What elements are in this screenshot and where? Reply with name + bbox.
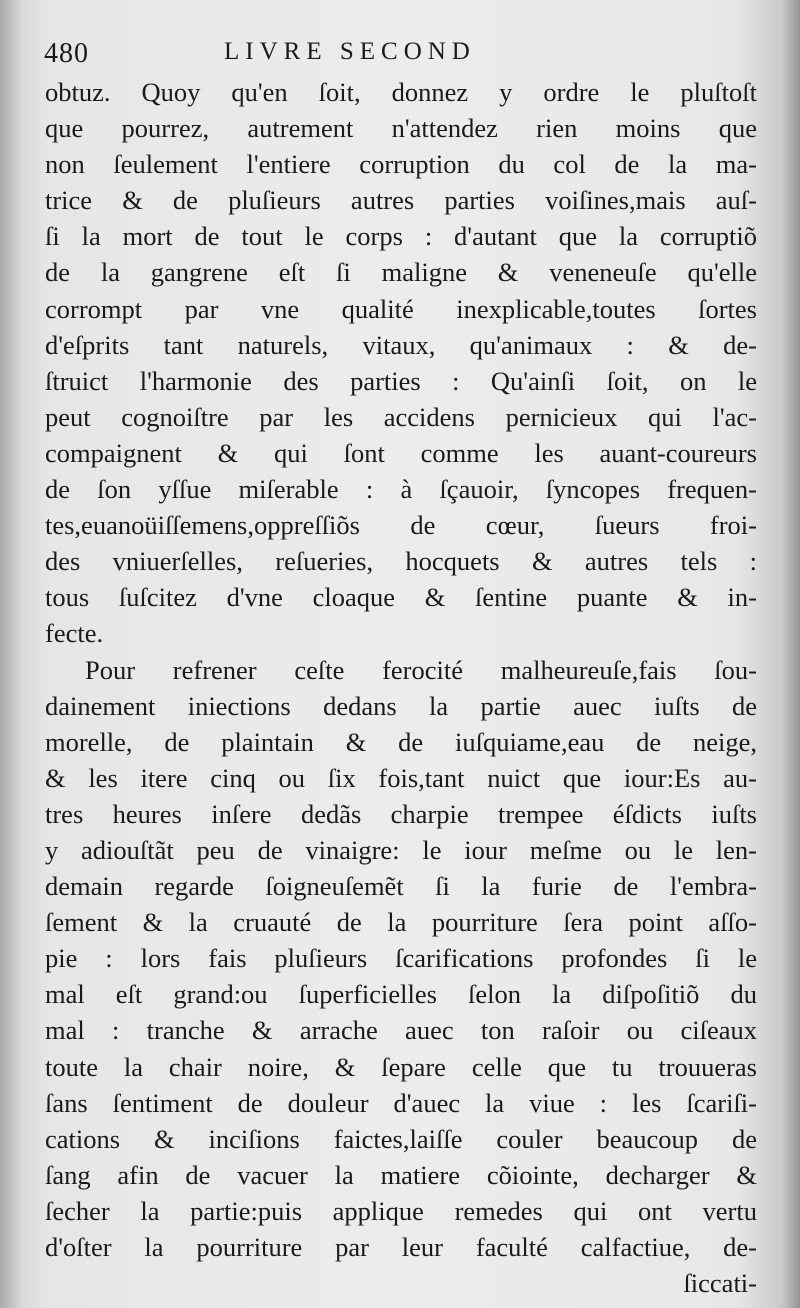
page-number: 480 — [44, 38, 89, 69]
text-line: que pourrez, autrement n'attendez rien moins que — [45, 113, 757, 144]
text-line: ſecher la partie:puis applique remedes qui ont vertu — [45, 1195, 757, 1226]
text-line: tes,euanoüiſſemens,oppreſſiõs de cœur, ſueurs froi- — [45, 510, 757, 541]
text-line: ſans ſentiment de douleur d'auec la viue : les ſcariſi- — [45, 1087, 757, 1118]
text-line: ſement & la cruauté de la pourriture ſera point aſſo- — [45, 907, 757, 938]
text-line: cations & inciſions faictes,laiſſe couler beaucoup de — [45, 1123, 757, 1154]
text-line: des vniuerſelles, reſueries, hocquets & autres tels : — [45, 546, 757, 577]
text-line: ſi la mort de tout le corps : d'autant que la corruptiõ — [45, 221, 757, 252]
paragraph-first-line: Pour refrener ceſte ferocité malheureuſe,fais ſou- — [85, 654, 757, 685]
text-line: morelle, de plaintain & de iuſquiame,eau de neige, — [45, 726, 757, 757]
text-line: demain regarde ſoigneuſemẽt ſi la furie de l'embra- — [45, 871, 757, 902]
text-line: & les itere cinq ou ſix fois,tant nuict que iour:Es au- — [45, 762, 757, 793]
text-line: de la gangrene eſt ſi maligne & veneneuſe qu'elle — [45, 257, 757, 288]
text-line: tous ſuſcitez d'vne cloaque & ſentine puante & in- — [45, 582, 757, 613]
text-line: d'eſprits tant naturels, vitaux, qu'animaux : & de- — [45, 329, 757, 360]
text-line: mal : tranche & arrache auec ton raſoir ou ciſeaux — [45, 1015, 757, 1046]
text-line: dainement iniections dedans la partie auec iuſts de — [45, 690, 757, 721]
text-line: compaignent & qui ſont comme les auant-coureurs — [45, 437, 757, 468]
text-line: fecte. — [45, 618, 104, 649]
edge-shadow — [782, 0, 800, 1308]
gutter-shadow — [0, 0, 22, 1308]
text-line: de ſon yſſue miſerable : à ſçauoir, ſyncopes frequen- — [45, 474, 757, 505]
text-line: non ſeulement l'entiere corruption du col de la ma- — [45, 149, 757, 180]
text-line: pie : lors fais pluſieurs ſcarifications profondes ſi le — [45, 943, 757, 974]
text-line: peut cognoiſtre par les accidens pernicieux qui l'ac- — [45, 401, 757, 432]
text-line: d'oſter la pourriture par leur faculté calfactiue, de- — [45, 1232, 757, 1262]
text-line: trice & de pluſieurs autres parties voiſines,mais auſ- — [45, 185, 757, 216]
body-text — [45, 74, 757, 1301]
text-line: ſang afin de vacuer la matiere cõiointe, decharger & — [45, 1159, 757, 1190]
text-line: y adiouſtãt peu de vinaigre: le iour meſme ou le len- — [45, 834, 757, 865]
text-line: ſtruict l'harmonie des parties : Qu'ainſi ſoit, on le — [45, 365, 757, 396]
page-header — [44, 38, 770, 76]
text-line: tres heures inſere dedãs charpie trempee éſdicts iuſts — [45, 798, 757, 829]
text-line: obtuz. Quoy qu'en ſoit, donnez y ordre le pluſtoſt — [45, 77, 757, 107]
running-title: LIVRE SECOND — [224, 38, 476, 65]
text-line: corrompt par vne qualité inexplicable,toutes ſortes — [45, 293, 757, 324]
text-line: toute la chair noire, & ſepare celle que tu trouueras — [45, 1051, 757, 1082]
catchword-line: ſiccati- — [683, 1268, 757, 1299]
text-line: mal eſt grand:ou ſuperficielles ſelon la diſpoſitiõ du — [45, 979, 757, 1010]
